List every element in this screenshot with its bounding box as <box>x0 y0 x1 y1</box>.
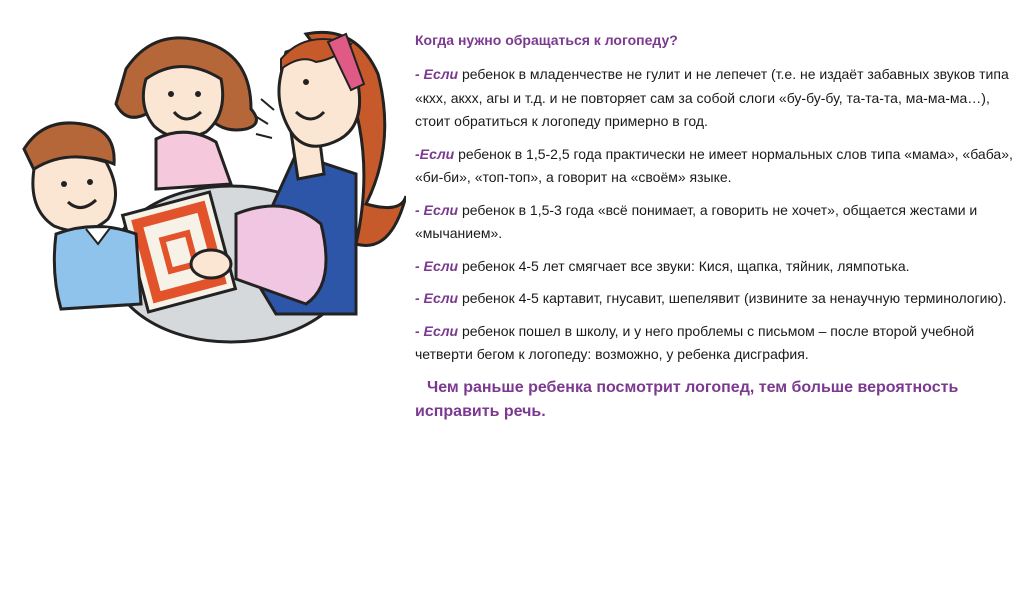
item-prefix: - Если <box>415 66 459 82</box>
item-prefix: - Если <box>415 257 459 274</box>
item-prefix: - Если <box>415 201 459 218</box>
list-item <box>415 320 1015 367</box>
item-prefix: - Если <box>415 290 459 306</box>
page-title: Когда нужно обращаться к логопеду? <box>415 32 678 48</box>
girl-eye-left <box>168 91 174 97</box>
item-text: ребенок в 1,5-2,5 года практически не имеет нормальных слов типа «мама», «баба», «би-би», «топ-топ», а говорит на «своём» языке. <box>415 145 1013 185</box>
item-text: ребенок пошел в школу, и у него проблемы с письмом – после второй учебной четверти бегом к логопеду: возможно, у ребенка дисграфия. <box>415 322 975 362</box>
boy-eye-right <box>87 179 93 185</box>
list-item <box>415 63 1015 134</box>
girl-face <box>143 67 222 138</box>
text-column <box>415 30 1015 424</box>
conclusion-text: Чем раньше ребенка посмотрит логопед, тем больше вероятность исправить речь. <box>415 378 959 420</box>
list-item <box>415 199 1015 246</box>
item-text: ребенок 4-5 картавит, гнусавит, шепелявит (извините за ненаучную терминологию). <box>458 290 1007 306</box>
item-prefix: -Если <box>415 145 455 162</box>
list-item <box>415 287 1015 311</box>
item-text: ребенок в 1,5-3 года «всё понимает, а говорить не хочет», общается жестами и «мычанием». <box>415 201 978 241</box>
item-prefix: - Если <box>415 322 459 339</box>
girl-dress <box>156 132 231 189</box>
item-text: ребенок 4-5 лет смягчает все звуки: Кися, щапка, тяйник, лямпотька. <box>458 257 910 274</box>
list-item <box>415 143 1015 190</box>
illustration-speech-therapist-with-children <box>6 14 406 344</box>
teacher-eye <box>303 79 309 85</box>
conclusion <box>415 376 1015 424</box>
boy-face <box>33 157 116 231</box>
list-item <box>415 255 1015 279</box>
teacher-hand <box>191 250 231 278</box>
girl-eye-right <box>195 91 201 97</box>
boy-eye-left <box>61 181 67 187</box>
item-text: ребенок в младенчестве не гулит и не лепечет (т.е. не издаёт забавных звуков типа «кхх, акхх, агы и т.д. и не повторяет сам за собой слоги «бу-бу-бу, та-та-та, ма-ма-ма…), стоит обратиться к логопеду примерно в год. <box>415 66 1009 129</box>
